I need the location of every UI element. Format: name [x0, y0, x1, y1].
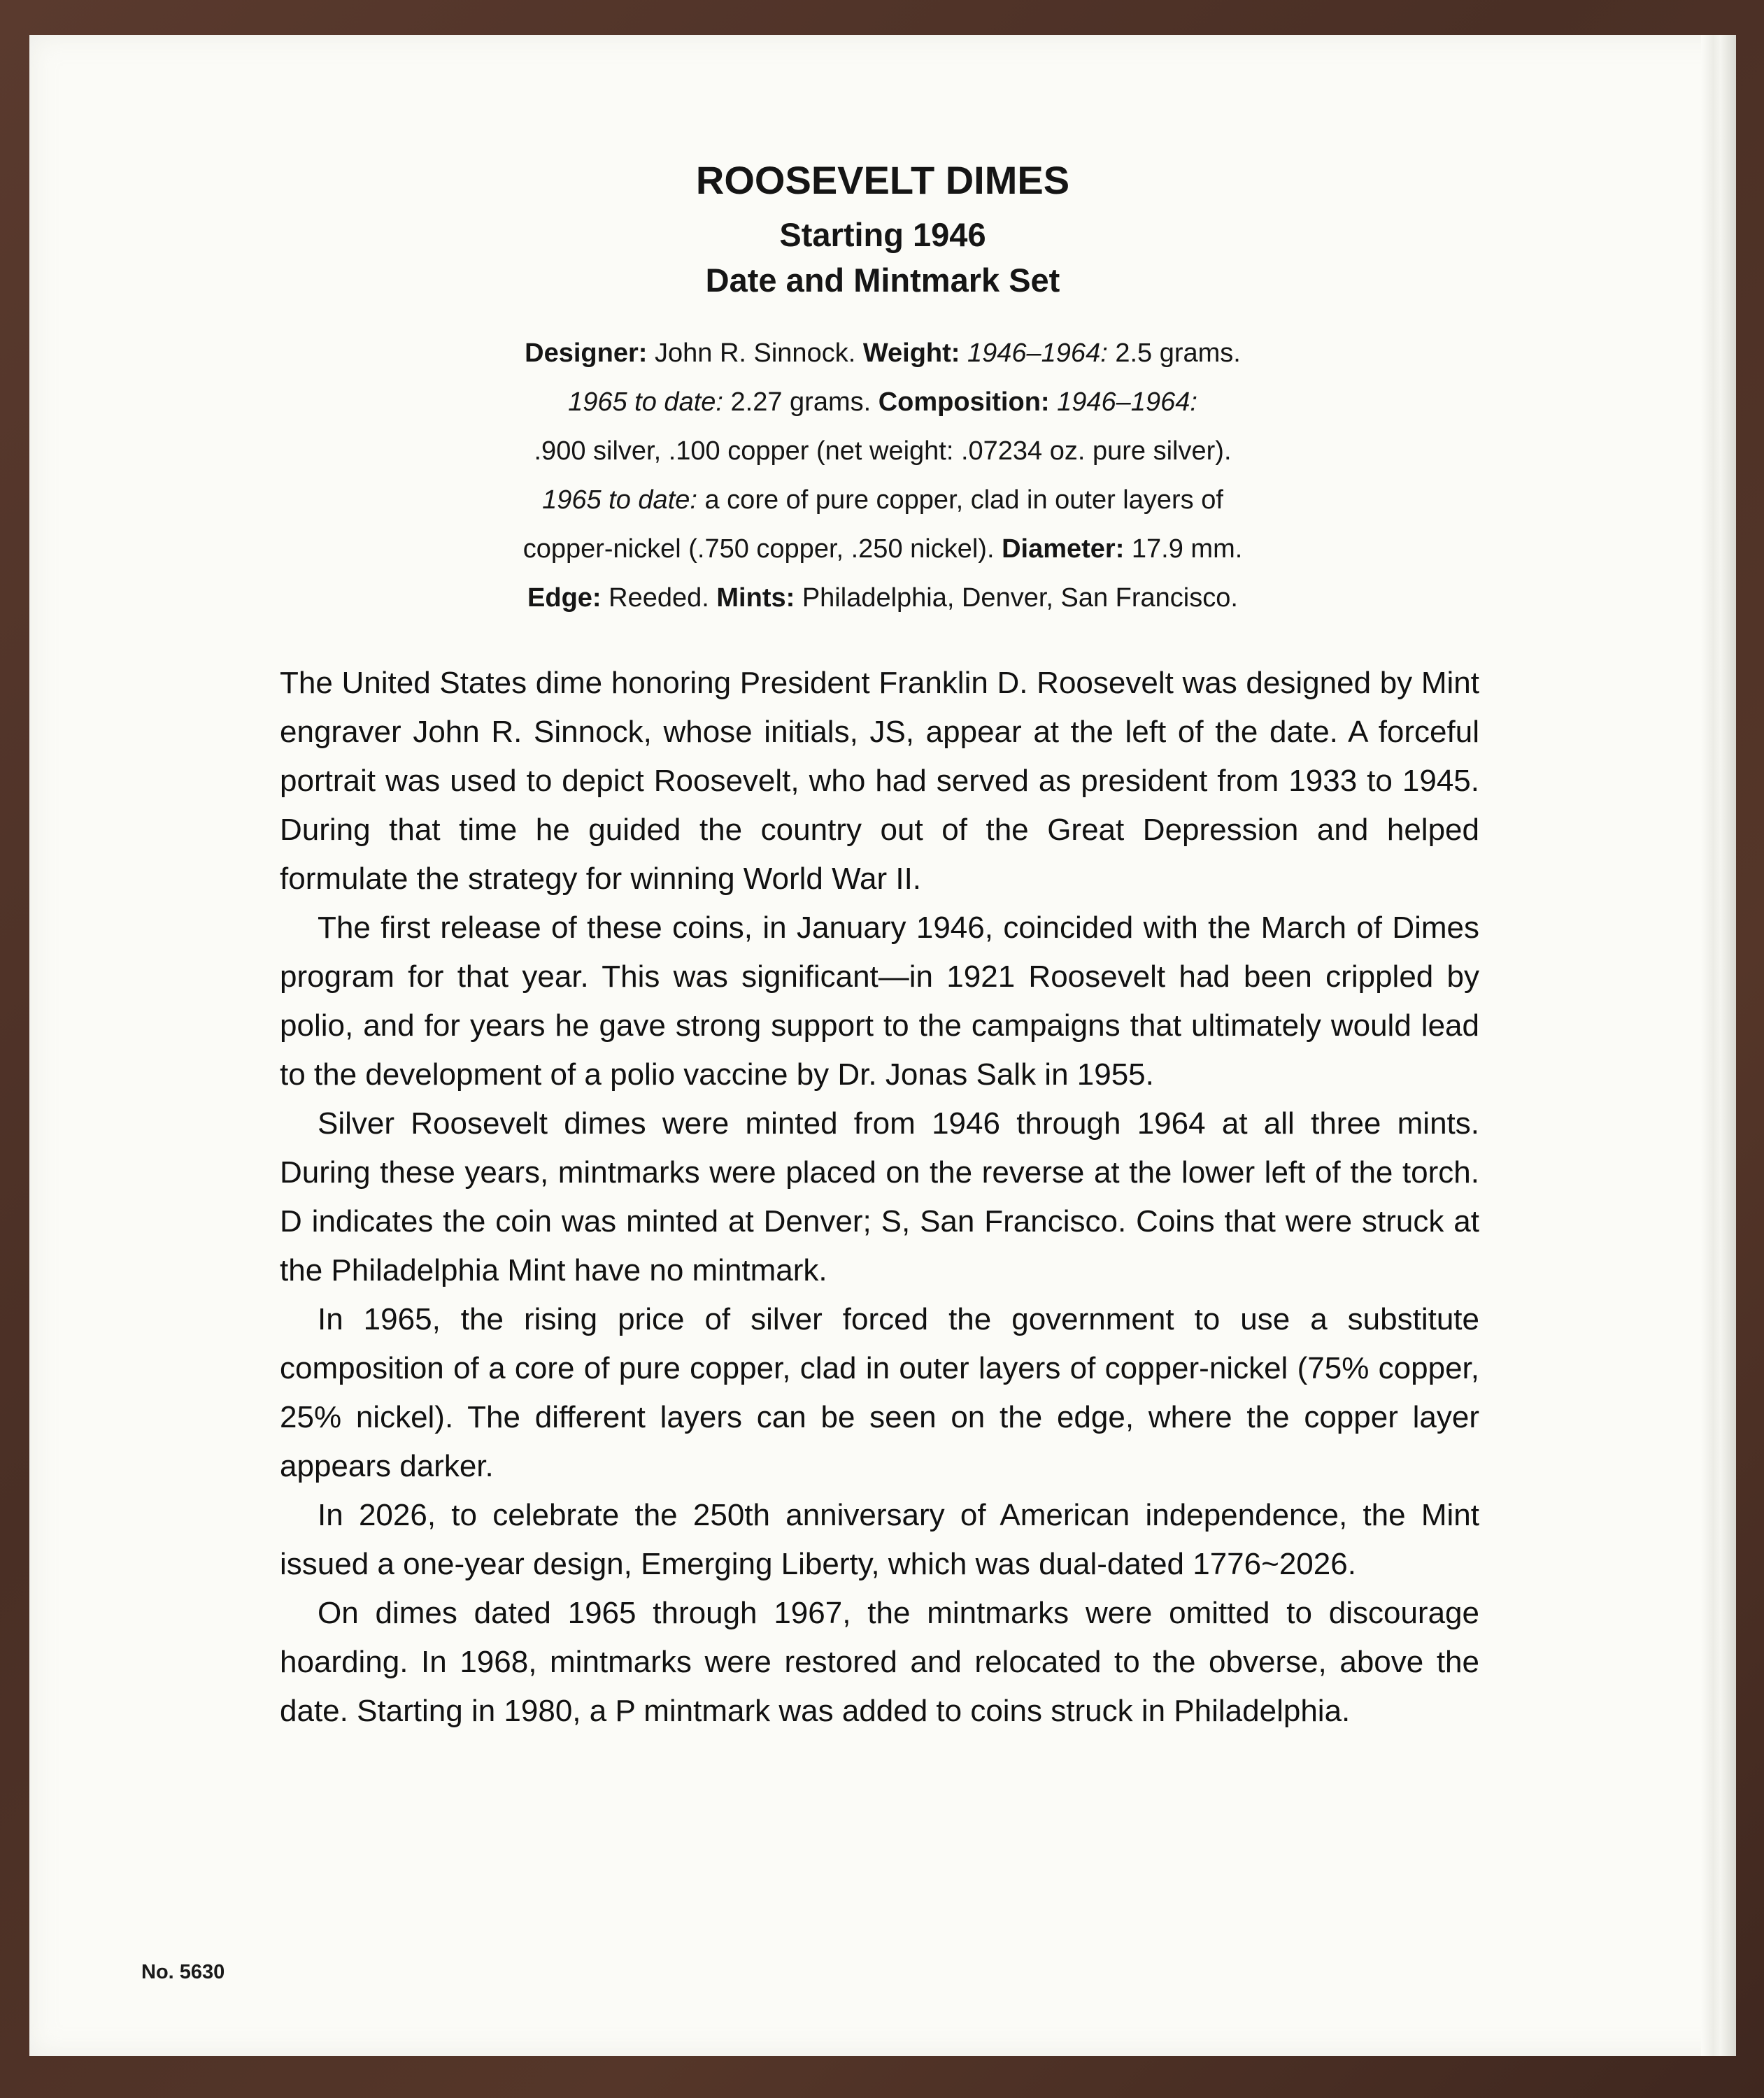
weight-value-2: 2.27 grams.: [723, 387, 879, 417]
designer-value: John R. Sinnock.: [647, 338, 863, 368]
mints-label: Mints:: [716, 583, 795, 613]
spec-line-6: [29, 573, 1736, 622]
subtitle-set-type: Date and Mintmark Set: [705, 262, 1060, 299]
weight-value-1: 2.5 grams.: [1107, 338, 1241, 368]
spec-line-5: [29, 524, 1736, 573]
spec-line-1: [29, 329, 1736, 378]
weight-range-1: 1946–1964:: [960, 338, 1108, 368]
paragraph-march-of-dimes: The first release of these coins, in January 1946, coincided with the March of Dimes program for that year. This was significant—in 1921 Roosevelt had been crippled by polio, and for years he gave strong support to the campaigns that ultimately would lead to the development of a polio vaccine by Dr. Jonas Salk in 1955.: [280, 911, 1479, 1092]
composition-value-1: .900 silver, .100 copper (net weight: .07234 oz. pure silver).: [534, 436, 1232, 466]
album-page: [29, 35, 1736, 2056]
composition-value-2a: a core of pure copper, clad in outer layers of: [697, 485, 1223, 515]
paragraph-clad-composition: In 1965, the rising price of silver forced the government to use a substitute composition of a core of pure copper, clad in outer layers of copper-nickel (75% copper, 25% nickel). The different layers can be seen on the edge, where the copper layer appears darker.: [280, 1302, 1479, 1483]
page-title: ROOSEVELT DIMES: [695, 158, 1070, 202]
paragraph-2026-design: In 2026, to celebrate the 250th anniversary of American independence, the Mint issued a one-year design, Emerging Liberty, which was dual-dated 1776~2026.: [280, 1498, 1479, 1581]
paragraph-intro: The United States dime honoring President Franklin D. Roosevelt was designed by Mint engraver John R. Sinnock, whose initials, JS, appear at the left of the date. A forceful portrait was used to depict Roosevelt, who had served as president from 1933 to 1945. During that time he guided the country out of the Great Depression and helped formulate the strategy for winning World War II.: [280, 666, 1479, 896]
designer-label: Designer:: [525, 338, 648, 368]
composition-value-2b: copper-nickel (.750 copper, .250 nickel).: [522, 534, 1002, 564]
catalog-number: No. 5630: [141, 1961, 225, 1983]
paragraph-mintmark-changes: On dimes dated 1965 through 1967, the mintmarks were omitted to discourage hoarding. In 1968, mintmarks were restored and relocated to the obverse, above the date. Starting in 1980, a P mintmark was added to coins struck in Philadelphia.: [280, 1596, 1479, 1728]
weight-label: Weight:: [862, 338, 960, 368]
history-text: [280, 659, 1479, 1736]
diameter-value: 17.9 mm.: [1124, 534, 1243, 564]
edge-value: Reeded.: [601, 583, 717, 613]
coin-specifications: [29, 329, 1736, 622]
composition-range-1: 1946–1964:: [1049, 387, 1197, 417]
mints-value: Philadelphia, Denver, San Francisco.: [795, 583, 1238, 613]
spec-line-4: [29, 476, 1736, 524]
composition-label: Composition:: [878, 387, 1050, 417]
subtitle-start-year: Starting 1946: [779, 216, 986, 253]
composition-range-2: 1965 to date:: [542, 485, 697, 515]
edge-label: Edge:: [527, 583, 602, 613]
spec-line-3: [29, 427, 1736, 476]
paragraph-silver-mintmarks: Silver Roosevelt dimes were minted from 1946 through 1964 at all three mints. During these years, mintmarks were placed on the reverse at the lower left of the torch. D indicates the coin was minted at Denver; S, San Francisco. Coins that were struck at the Philadelphia Mint have no mintmark.: [280, 1106, 1479, 1287]
spec-line-2: [29, 378, 1736, 427]
weight-range-2: 1965 to date:: [568, 387, 723, 417]
diameter-label: Diameter:: [1002, 534, 1125, 564]
